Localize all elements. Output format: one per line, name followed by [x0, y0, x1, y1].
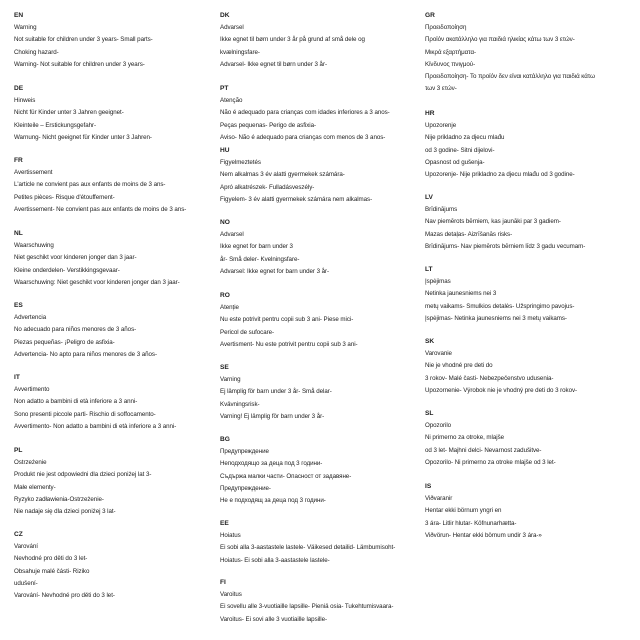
warning-line: Nu este potrivit pentru copii sub 3 ani- Piese mici- — [220, 316, 354, 324]
warning-line: Ryzyko zadławienia-Ostrzeżenie- — [14, 495, 104, 503]
warning-line: Advarsel — [220, 24, 244, 31]
warning-line: Varovanie — [425, 350, 452, 357]
language-code: FI — [220, 579, 226, 586]
language-code: RO — [220, 292, 230, 299]
warning-line: Varování — [14, 543, 38, 550]
warning-line: Warnung- Nicht geeignet für Kinder unter 3 Jahren- — [14, 133, 152, 141]
lang-block-dk — [220, 10, 416, 71]
language-code: SL — [425, 410, 434, 417]
warning-line: Avvertimento- Non adatto a bambini di età inferiore a 3 anni- — [14, 422, 177, 430]
warning-line: Nav piemērots bērniem, kas jaunāki par 3 gadiem- — [425, 218, 561, 226]
warning-line: 3 ára- Litlir hlutar- Köfnunarhætta- — [425, 519, 517, 527]
language-code: EE — [220, 520, 229, 527]
warning-line: Nije prikladno za djecu mlađu — [425, 134, 505, 142]
lang-block-ee — [220, 518, 416, 567]
lang-block-se — [220, 362, 416, 423]
warning-line: Nie nadaje się dla dzieci poniżej 3 lat- — [14, 508, 116, 516]
warning-line: Brīdinājums — [425, 206, 458, 213]
warning-line: των 3 ετών- — [425, 85, 457, 93]
lang-block-fr — [14, 155, 210, 216]
warning-line: Προειδοποίηση — [425, 24, 467, 31]
warning-line: Warning — [14, 24, 37, 31]
warning-line: Varning — [220, 376, 241, 383]
language-code: SK — [425, 338, 435, 345]
warning-line: Предупреждение- — [220, 484, 271, 492]
language-code: SE — [220, 364, 229, 371]
language-code: GR — [425, 12, 435, 19]
warning-line: Apró alkatrészek- Fulladásveszély- — [220, 183, 315, 191]
language-code: DK — [220, 12, 230, 19]
language-code: PT — [220, 85, 229, 92]
warning-line: Viðvörun- Hentar ekki börnum undir 3 ára-» — [425, 531, 542, 539]
warning-line: Advarsel- Ikke egnet til børn under 3 år- — [220, 60, 327, 68]
warning-line: Petites pièces- Risque d'étouffement- — [14, 193, 115, 201]
warning-line: Hoiatus — [220, 532, 241, 539]
lang-block-nl — [14, 228, 210, 289]
language-code: NL — [14, 230, 23, 237]
lang-block-es — [14, 300, 210, 361]
lang-block-lt — [425, 264, 635, 325]
warning-line: Pericol de sufocare- — [220, 328, 275, 336]
language-code: ES — [14, 302, 23, 309]
warning-line: Ei sovellu alle 3-vuotiaille lapsille- Pieniä osia- Tukehtumisvaara- — [220, 603, 394, 611]
warning-line: udušení- — [14, 579, 38, 587]
warning-line: Nie je vhodné pre deti do — [425, 362, 493, 370]
warning-line: Įspėjimas- Netinka jaunesniems nei 3 metų vaikams- — [425, 314, 567, 322]
warning-line: Ikke egnet til børn under 3 år på grund af små dele og — [220, 36, 365, 44]
warning-line: Varování- Nevhodné pro děti do 3 let- — [14, 592, 115, 600]
lang-block-pl — [14, 445, 210, 518]
lang-block-is — [425, 481, 635, 542]
warning-line: No adecuado para niños menores de 3 años- — [14, 326, 137, 334]
warning-line: Kleine onderdelen- Verstikkingsgevaar- — [14, 266, 120, 274]
language-code: EN — [14, 12, 24, 19]
warning-line: Avvertimento — [14, 386, 50, 393]
warning-line: Upozornenie- Výrobok nie je vhodný pre deti do 3 rokov- — [425, 386, 578, 394]
warning-line: Avertissement- Ne convient pas aux enfants de moins de 3 ans- — [14, 205, 187, 213]
lang-block-de — [14, 83, 210, 144]
warning-line: Ikke egnet for barn under 3 — [220, 243, 293, 251]
warning-line: år- Små deler- Kvelningsfare- — [220, 255, 300, 263]
warning-line: Advarsel — [220, 231, 244, 238]
lang-block-sk — [425, 336, 635, 397]
warning-line: Hoiatus- Ei sobi alla 3-aastastele lastele- — [220, 556, 330, 564]
warning-line: Produkt nie jest odpowiedni dla dzieci poniżej lat 3- — [14, 471, 152, 479]
warning-line: Advarsel: Ikke egnet for barn under 3 år- — [220, 267, 330, 275]
warning-line: Varoitus — [220, 591, 242, 598]
warning-line: Não é adequado para crianças com idades inferiores a 3 anos- — [220, 109, 390, 117]
warning-line: metų vaikams- Smulkios detalės- Užspringimo pavojus- — [425, 302, 575, 310]
warning-line: Piezas pequeñas- ¡Peligro de asfixia- — [14, 338, 115, 346]
language-code: LV — [425, 194, 433, 201]
warning-line: od 3 godine- Sitni dijelovi- — [425, 146, 495, 154]
warning-line: Неподходящо за деца под 3 години- — [220, 460, 323, 468]
warning-line: Κίνδυνος πνιγμού- — [425, 60, 476, 68]
warning-line: Atenție — [220, 304, 239, 311]
warning-line: Figyelem- 3 év alatti gyermekek számára nem alkalmas- — [220, 195, 373, 203]
language-code: HU — [220, 147, 230, 154]
warning-line: Προϊόν ακατάλληλο για παιδιά ηλικίας κάτω των 3 ετών- — [425, 36, 575, 44]
language-code: CZ — [14, 531, 23, 538]
language-code: LT — [425, 266, 433, 273]
warning-line: Sono presenti piccole parti- Rischio di soffocamento- — [14, 410, 156, 418]
warning-line: Figyelmeztetés — [220, 159, 261, 166]
warning-line: Προειδοποίηση- Το προϊόν δεν είναι κατάλληλο για παιδιά κάτω — [425, 73, 595, 81]
warning-line: Ei sobi alla 3-aastastele lastele- Väikesed detailid- Lämbumisoht- — [220, 544, 396, 552]
warning-line: Upozorenje- Nije prikladno za djecu mlađu od 3 godine- — [425, 171, 575, 179]
warning-line: Varoitus- Ei sovi alle 3 vuotiaille lapsille- — [220, 615, 327, 623]
warning-line: Not suitable for children under 3 years- Small parts- — [14, 36, 153, 44]
warning-line: Warning- Not suitable for children under 3 years- — [14, 60, 145, 68]
lang-block-en — [14, 10, 210, 71]
warning-line: Съдържа малки части- Опасност от задавяне- — [220, 472, 352, 480]
lang-block-ro — [220, 290, 416, 351]
warning-line: Ostrzeżenie — [14, 459, 47, 466]
warning-line: Choking hazard- — [14, 48, 59, 56]
language-code: FR — [14, 157, 23, 164]
warning-line: Upozorenje — [425, 122, 457, 129]
warning-line: Kleinteile – Erstickungsgefahr- — [14, 121, 97, 129]
warning-line: Opozorilo- Ni primerno za otroke mlajše od 3 let- — [425, 458, 556, 466]
warning-line: Małe elementy- — [14, 483, 56, 491]
warning-line: Varning! Ej lämplig för barn under 3 år- — [220, 412, 325, 420]
warning-line: Viðvaranir — [425, 495, 453, 502]
warning-line: Obsahuje malé části- Riziko — [14, 567, 90, 575]
warning-line: 3 rokov- Malé časti- Nebezpečenstvo udusenia- — [425, 374, 554, 382]
warning-line: Nem alkalmas 3 év alatti gyermekek számára- — [220, 171, 345, 179]
warning-line: Ni primerno za otroke, mlajše — [425, 434, 505, 442]
warning-line: Aviso- Não é adequado para crianças com menos de 3 anos- — [220, 133, 386, 141]
warning-line: Не е подходящ за деца под 3 години- — [220, 497, 326, 505]
warning-line: Įspėjimas — [425, 278, 451, 285]
warning-line: Atenção — [220, 97, 243, 104]
warning-line: Hentar ekki börnum yngri en — [425, 507, 502, 515]
lang-block-sl — [425, 408, 635, 469]
warning-line: Peças pequenas- Perigo de asfixia- — [220, 121, 316, 129]
warning-line: Hinweis — [14, 97, 36, 104]
warning-line: L'article ne convient pas aux enfants de moins de 3 ans- — [14, 181, 166, 189]
lang-block-lv — [425, 192, 635, 253]
warning-line: Предупреждение — [220, 448, 269, 455]
lang-block-gr — [425, 10, 635, 96]
language-code: DE — [14, 85, 24, 92]
language-code: IT — [14, 374, 20, 381]
warning-line: Waarschuwing: Niet geschikt voor kinderen jonger dan 3 jaar- — [14, 278, 180, 286]
lang-block-hr — [425, 108, 635, 181]
language-code: NO — [220, 219, 230, 226]
language-code: IS — [425, 483, 432, 490]
warning-line: Ej lämplig för barn under 3 år- Små delar- — [220, 388, 332, 396]
lang-block-no — [220, 217, 416, 278]
lang-block-it — [14, 372, 210, 433]
warning-line: Netinka jaunesniems nei 3 — [425, 290, 497, 298]
warning-line: Niet geschikt voor kinderen jonger dan 3 jaar- — [14, 254, 137, 262]
lang-block-cz — [14, 529, 210, 602]
warning-line: Nevhodné pro děti do 3 let- — [14, 555, 88, 563]
warning-line: od 3 let- Majhni delci- Nevarnost zadušitve- — [425, 446, 542, 454]
lang-block-pt — [220, 83, 416, 144]
lang-block-hu — [220, 145, 416, 206]
lang-block-bg — [220, 434, 416, 507]
warning-line: Advertencia- No apto para niños menores de 3 años- — [14, 350, 157, 358]
warning-line: Mazas detaļas- Aizrīšanās risks- — [425, 230, 513, 238]
warning-line: Opasnost od gušenja- — [425, 158, 485, 166]
warning-line: Non adatto a bambini di età inferiore a 3 anni- — [14, 398, 138, 406]
warning-line: Avertisment- Nu este potrivit pentru copii sub 3 ani- — [220, 340, 358, 348]
warning-line: Waarschuwing — [14, 242, 54, 249]
warning-line: Advertencia — [14, 314, 47, 321]
lang-block-fi — [220, 577, 416, 626]
language-code: BG — [220, 436, 230, 443]
language-code: PL — [14, 447, 23, 454]
warning-line: Nicht für Kinder unter 3 Jahren geeignet- — [14, 109, 124, 117]
warning-line: Opozorilo — [425, 422, 452, 429]
warning-line: Avertissement — [14, 169, 53, 176]
warning-line: kvælningsfare- — [220, 48, 260, 56]
warning-line: Kvävningsrisk- — [220, 400, 260, 408]
language-code: HR — [425, 110, 435, 117]
warning-line: Μικρά εξαρτήματα- — [425, 48, 476, 56]
warning-line: Brīdinājums- Nav piemērots bērniem līdz 3 gadu vecumam- — [425, 242, 586, 250]
